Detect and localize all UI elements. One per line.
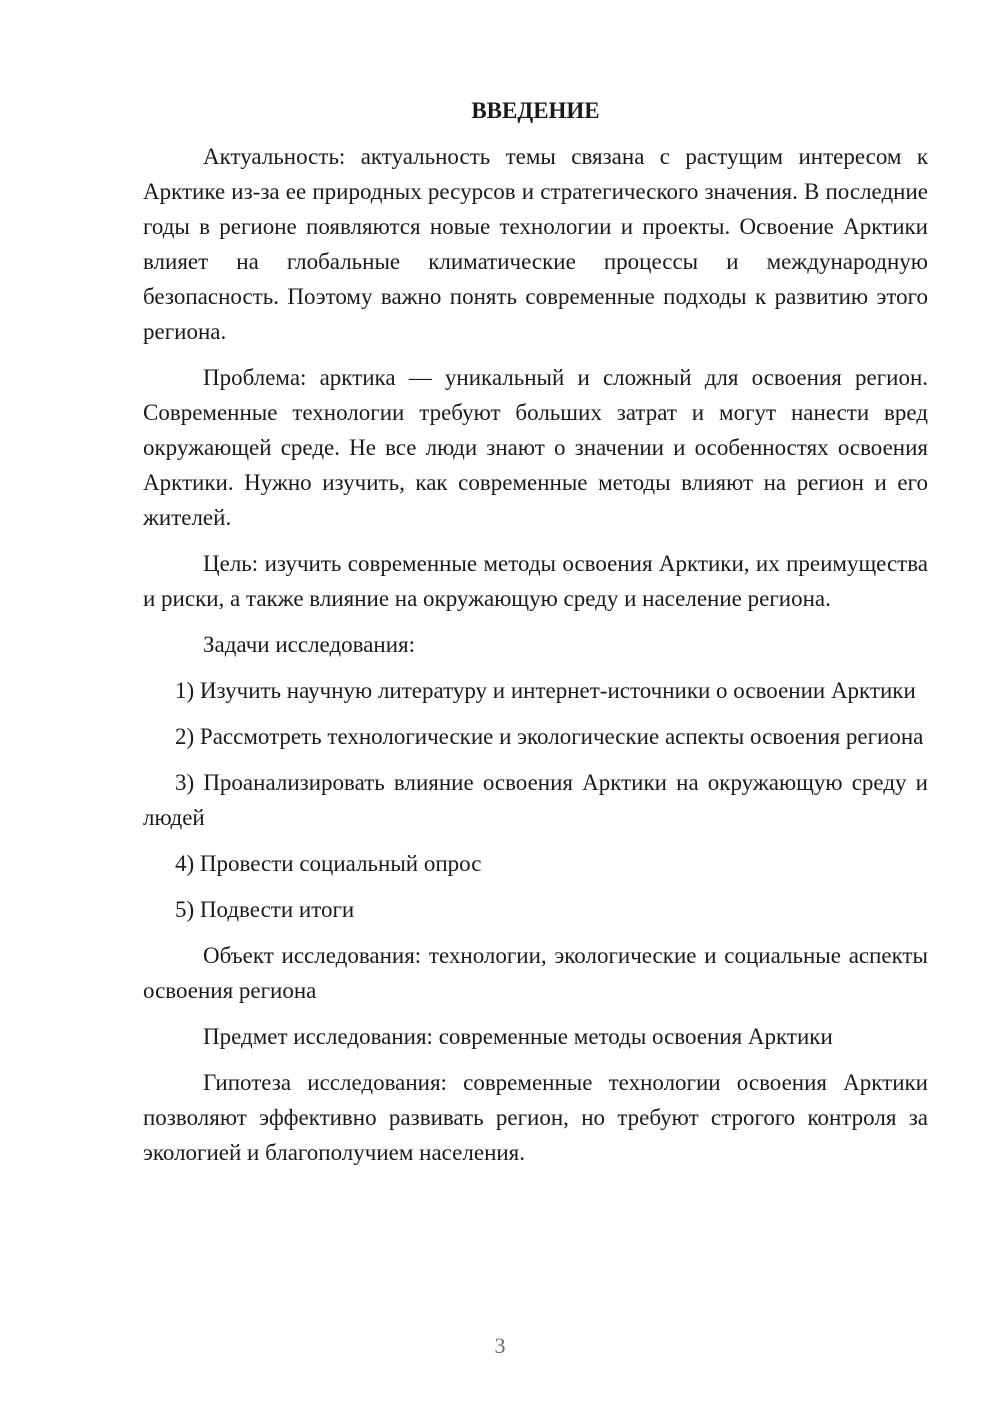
task-item-4: 4) Провести социальный опрос: [175, 851, 482, 876]
paragraph-subject: Предмет исследования: современные методы освоения Арктики: [203, 1024, 833, 1049]
task-item-3: 3) Проанализировать влияние освоения Арктики на окружающую среду и людей: [143, 770, 928, 830]
document-page: [143, 96, 928, 1181]
task-item-1: 1) Изучить научную литературу и интернет-источники о освоении Арктики: [175, 678, 916, 703]
paragraph-relevance: Актуальность: актуальность темы связана с растущим интересом к Арктике из-за ее природных ресурсов и стратегического значения. В последние годы в регионе появляются новые технологии и проекты. Освоение Арктики влияет на глобальные климатические процессы и международную безопасность. Поэтому важно понять современные подходы к развитию этого региона.: [143, 144, 928, 344]
paragraph-problem: Проблема: арктика — уникальный и сложный для освоения регион. Современные технологии требуют больших затрат и могут нанести вред окружающей среде. Не все люди знают о значении и особенностях освоения Арктики. Нужно изучить, как современные методы влияют на регион и его жителей.: [143, 365, 928, 530]
task-item-2: 2) Рассмотреть технологические и экологические аспекты освоения региона: [175, 724, 924, 749]
paragraph-goal: Цель: изучить современные методы освоения Арктики, их преимущества и риски, а также влияние на окружающую среду и население региона.: [143, 551, 928, 611]
paragraph-tasks-heading: Задачи исследования:: [203, 632, 416, 657]
paragraph-object: Объект исследования: технологии, экологические и социальные аспекты освоения региона: [143, 943, 928, 1003]
page-title: ВВЕДЕНИЕ: [471, 98, 600, 123]
page-number: 3: [494, 1333, 506, 1358]
task-item-5: 5) Подвести итоги: [175, 897, 355, 922]
paragraph-hypothesis: Гипотеза исследования: современные технологии освоения Арктики позволяют эффективно развивать регион, но требуют строгого контроля за экологией и благополучием населения.: [143, 1070, 928, 1165]
